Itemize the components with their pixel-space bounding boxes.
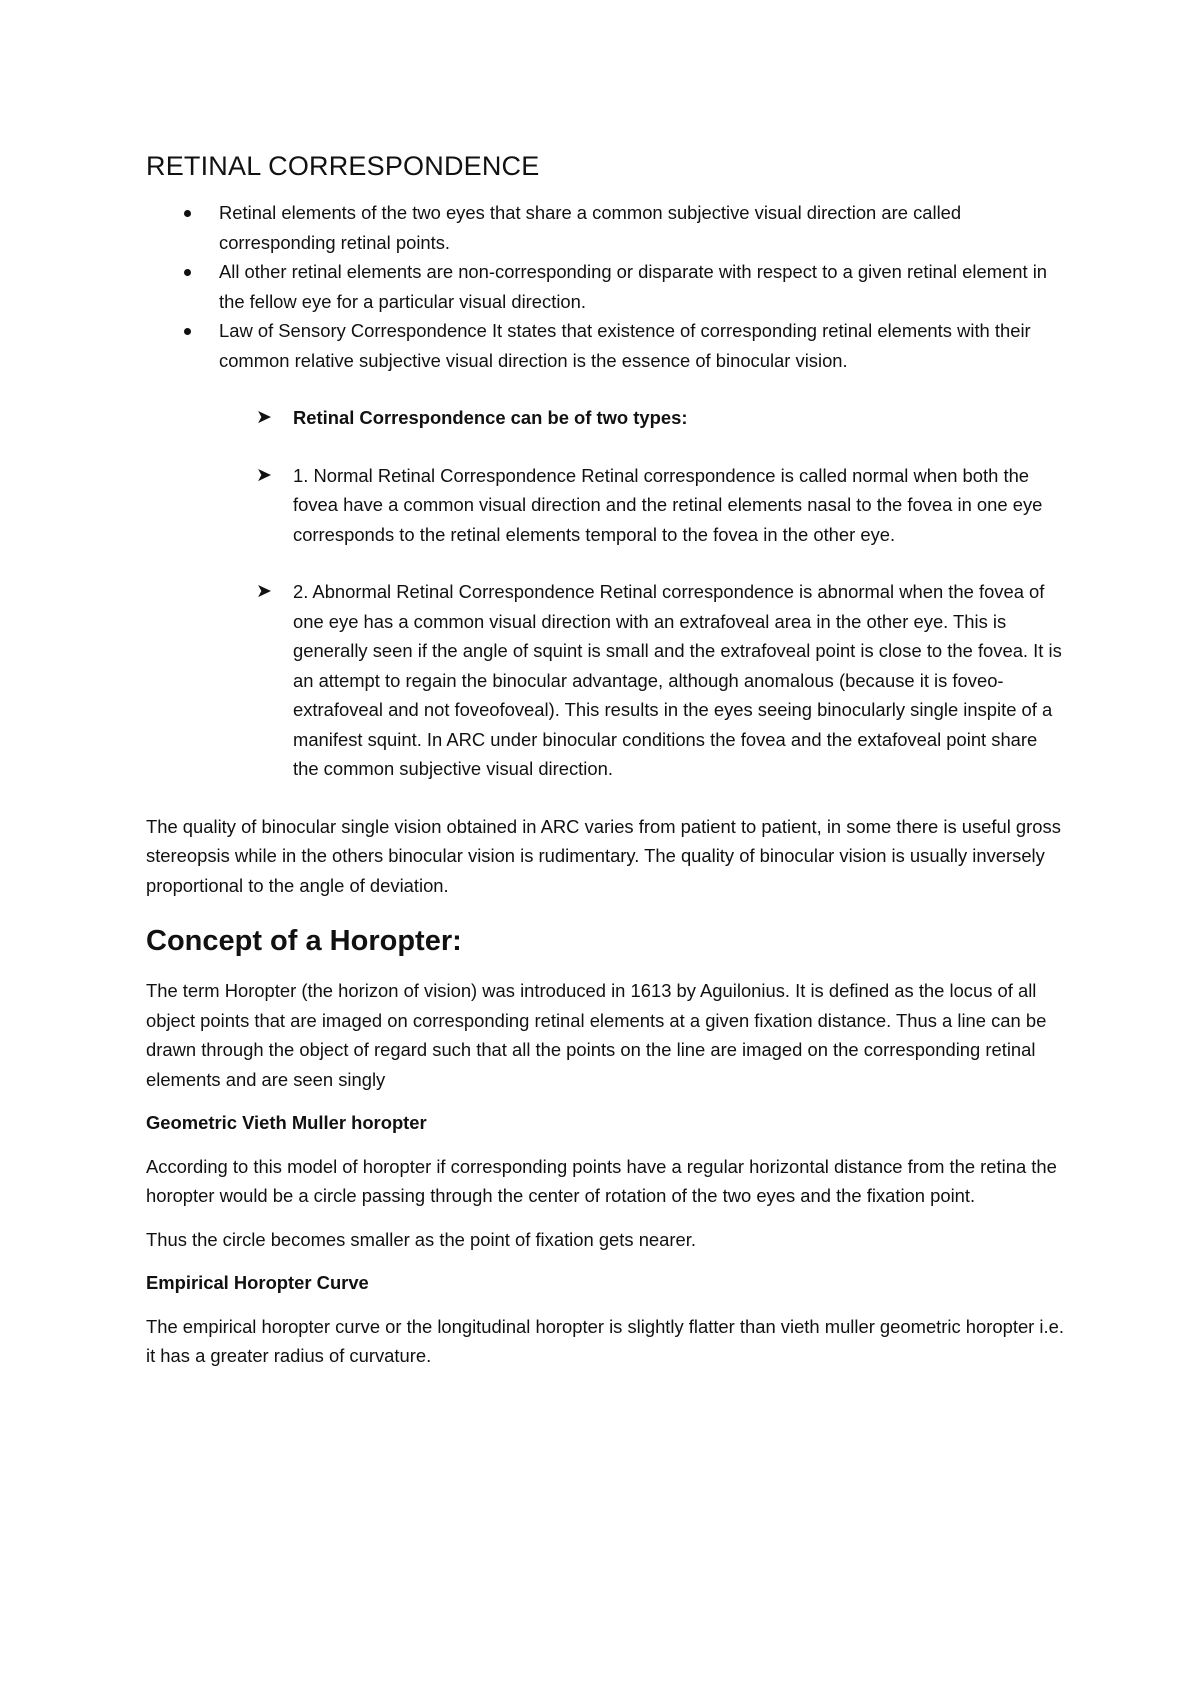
bullet-item bbox=[146, 198, 1066, 257]
bullet-dot-icon bbox=[184, 269, 191, 276]
horopter-intro: The term Horopter (the horizon of vision) was introduced in 1613 by Aguilonius. It is defined as the locus of all object points that are imaged on corresponding retinal elements at a given fixation distance. Thus a line can be drawn through the object of regard such that all the points on the line are imaged on the corresponding retinal elements and are seen singly bbox=[146, 980, 1047, 1090]
bullet-item bbox=[146, 257, 1066, 316]
types-heading: Retinal Correspondence can be of two types: bbox=[293, 407, 688, 428]
bullet-list bbox=[146, 198, 1066, 375]
geometric-heading: Geometric Vieth Muller horopter bbox=[146, 1112, 427, 1133]
page-title: RETINAL CORRESPONDENCE bbox=[146, 151, 540, 181]
bullet-dot-icon bbox=[184, 210, 191, 217]
geometric-note: Thus the circle becomes smaller as the point of fixation gets nearer. bbox=[146, 1228, 696, 1250]
normal-correspondence-text: 1. Normal Retinal Correspondence Retinal correspondence is called normal when both the fovea have a common visual direction and the retinal elements nasal to the fovea in one eye corresponds to the retinal elements temporal to the fovea in the other eye. bbox=[293, 464, 1043, 545]
arrow-item bbox=[146, 461, 1066, 550]
bullet-item bbox=[146, 316, 1066, 375]
arrow-item bbox=[146, 403, 1066, 433]
arrow-bullet-icon: ➤ bbox=[256, 581, 272, 602]
empirical-heading: Empirical Horopter Curve bbox=[146, 1272, 369, 1293]
arrow-bullet-icon: ➤ bbox=[256, 407, 272, 428]
bullet-text: Retinal elements of the two eyes that share a common subjective visual direction are called corresponding retinal points. bbox=[219, 202, 962, 253]
arrow-bullet-icon: ➤ bbox=[256, 464, 272, 486]
horopter-heading: Concept of a Horopter: bbox=[146, 925, 462, 957]
arrow-list bbox=[146, 403, 1066, 784]
document-page bbox=[146, 148, 1066, 1371]
bullet-text: All other retinal elements are non-corresponding or disparate with respect to a given retinal element in the fellow eye for a particular visual direction. bbox=[219, 261, 1048, 312]
quality-paragraph: The quality of binocular single vision obtained in ARC varies from patient to patient, in some there is useful gross stereopsis while in the others binocular vision is rudimentary. The quality of binocular vision is usually inversely proportional to the angle of deviation. bbox=[146, 815, 1061, 896]
bullet-text: Law of Sensory Correspondence It states that existence of corresponding retinal elements with their common relative subjective visual direction is the essence of binocular vision. bbox=[219, 320, 1031, 371]
geometric-text: According to this model of horopter if corresponding points have a regular horizontal distance from the retina the horopter would be a circle passing through the center of rotation of the two eyes and the fixation point. bbox=[146, 1155, 1057, 1206]
abnormal-correspondence-text: 2. Abnormal Retinal Correspondence Retinal correspondence is abnormal when the fovea of one eye has a common visual direction with an extrafoveal area in the other eye. This is generally seen if the angle of squint is small and the extrafoveal point is close to the fovea. It is an attempt to regain the binocular advantage, although anomalous (because it is foveo-extrafoveal and not foveofoveal). This results in the eyes seeing binocularly single inspite of a manifest squint. In ARC under binocular conditions the fovea and the extafoveal point share the common subjective visual direction. bbox=[293, 581, 1062, 779]
arrow-item bbox=[146, 577, 1066, 784]
bullet-dot-icon bbox=[184, 328, 191, 335]
empirical-text: The empirical horopter curve or the longitudinal horopter is slightly flatter than vieth muller geometric horopter i.e. it has a greater radius of curvature. bbox=[146, 1315, 1064, 1366]
